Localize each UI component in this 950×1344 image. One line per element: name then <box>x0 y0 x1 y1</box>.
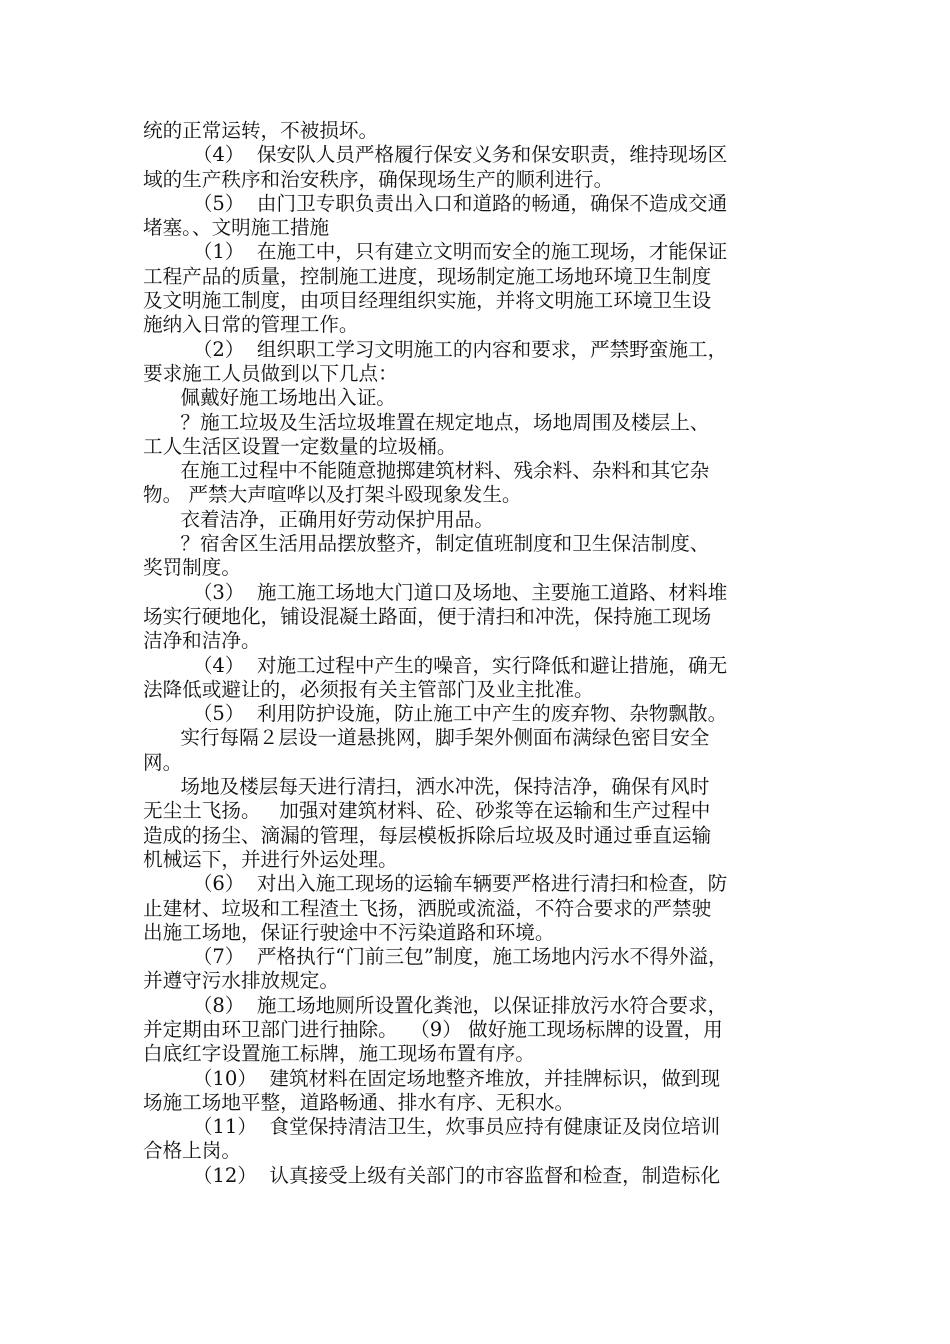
text-line: 施纳入日常的管理工作。 <box>143 313 359 337</box>
text-line: 衣着洁净，正确用好劳动保护用品。 <box>143 507 494 531</box>
text-line: 网。 <box>143 750 183 774</box>
text-line: （8） 施工场地厕所设置化粪池，以保证排放污水符合要求， <box>143 993 728 1017</box>
text-line: （3） 施工施工场地大门道口及场地、主要施工道路、材料堆 <box>143 580 728 604</box>
text-line: （1） 在施工中，只有建立文明而安全的施工现场，才能保证 <box>143 240 728 264</box>
text-line: 机械运下，并进行外运处理。 <box>143 847 398 871</box>
text-line: 佩戴好施工场地出入证。 <box>143 386 396 410</box>
text-line: 要求施工人员做到以下几点： <box>143 361 398 385</box>
text-line: （4） 保安队人员严格履行保安义务和保安职责，维持现场区 <box>143 143 728 167</box>
body-text <box>143 119 818 1188</box>
text-line: 实行每隔２层设一道悬挑网，脚手架外侧面布满绿色密目安全 <box>143 726 710 750</box>
text-line: （2） 组织职工学习文明施工的内容和要求，严禁野蛮施工， <box>143 337 728 361</box>
text-line: 并定期由环卫部门进行抽除。 （9） 做好施工现场标牌的设置，用 <box>143 1017 723 1041</box>
text-line: 工程产品的质量，控制施工进度，现场制定施工场地环境卫生制度 <box>143 264 712 288</box>
text-line: 在施工过程中不能随意抛掷建筑材料、残余料、杂料和其它杂 <box>143 459 710 483</box>
text-line: 造成的扬尘、滴漏的管理，每层模板拆除后垃圾及时通过垂直运输 <box>143 823 712 847</box>
text-line: 洁净和洁净。 <box>143 629 261 653</box>
text-line: （5） 利用防护设施，防止施工中产生的废弃物、杂物飘散。 <box>143 702 728 726</box>
text-line: 及文明施工制度，由项目经理组织实施，并将文明施工环境卫生设 <box>143 289 712 313</box>
text-line: 工人生活区设置一定数量的垃圾桶。 <box>143 434 457 458</box>
text-line: 场地及楼层每天进行清扫，洒水冲洗，保持洁净，确保有风时 <box>143 775 710 799</box>
text-line: 法降低或避让的，必须报有关主管部门及业主批准。 <box>143 677 594 701</box>
text-line: 场施工场地平整，道路畅通、排水有序、无积水。 <box>143 1090 575 1114</box>
text-line: （12） 认真接受上级有关部门的市容监督和检查，制造标化 <box>143 1163 721 1187</box>
text-line: （5） 由门卫专职负责出入口和道路的畅通，确保不造成交通 <box>143 191 728 215</box>
text-line: 合格上岗。 <box>143 1139 241 1163</box>
text-line: 域的生产秩序和治安秩序，确保现场生产的顺利进行。 <box>143 167 614 191</box>
text-line: （4） 对施工过程中产生的噪音，实行降低和避让措施，确无 <box>143 653 728 677</box>
text-line: 场实行硬地化，铺设混凝土路面，便于清扫和冲洗，保持施工现场 <box>143 604 712 628</box>
text-line: 出施工场地，保证行驶途中不污染道路和环境。 <box>143 920 555 944</box>
text-line: 统的正常运转，不被损坏。 <box>143 119 379 142</box>
text-line: （7） 严格执行“门前三包”制度，施工场地内污水不得外溢， <box>143 945 728 969</box>
text-line: （10） 建筑材料在固定场地整齐堆放，并挂牌标识，做到现 <box>143 1066 721 1090</box>
text-line: ？宿舍区生活用品摆放整齐，制定值班制度和卫生保洁制度、 <box>143 532 710 556</box>
text-line: 并遵守污水排放规定。 <box>143 969 339 993</box>
text-line: 白底红字设置施工标牌，施工现场布置有序。 <box>143 1042 535 1066</box>
text-line: 止建材、垃圾和工程渣土飞扬，洒脱或流溢，不符合要求的严禁驶 <box>143 896 712 920</box>
text-line: （11） 食堂保持清洁卫生，炊事员应持有健康证及岗位培训 <box>143 1115 721 1139</box>
text-line: 物。 严禁大声喧哗以及打架斗殴现象发生。 <box>143 483 522 507</box>
text-line: 奖罚制度。 <box>143 556 241 580</box>
text-line: 堵塞。、文明施工措施 <box>143 216 330 240</box>
text-line: ？施工垃圾及生活垃圾堆置在规定地点，场地周围及楼层上、 <box>143 410 710 434</box>
text-line: 无尘土飞扬。 加强对建筑材料、砼、砂浆等在运输和生产过程中 <box>143 799 711 823</box>
text-line: （6） 对出入施工现场的运输车辆要严格进行清扫和检查，防 <box>143 872 728 896</box>
